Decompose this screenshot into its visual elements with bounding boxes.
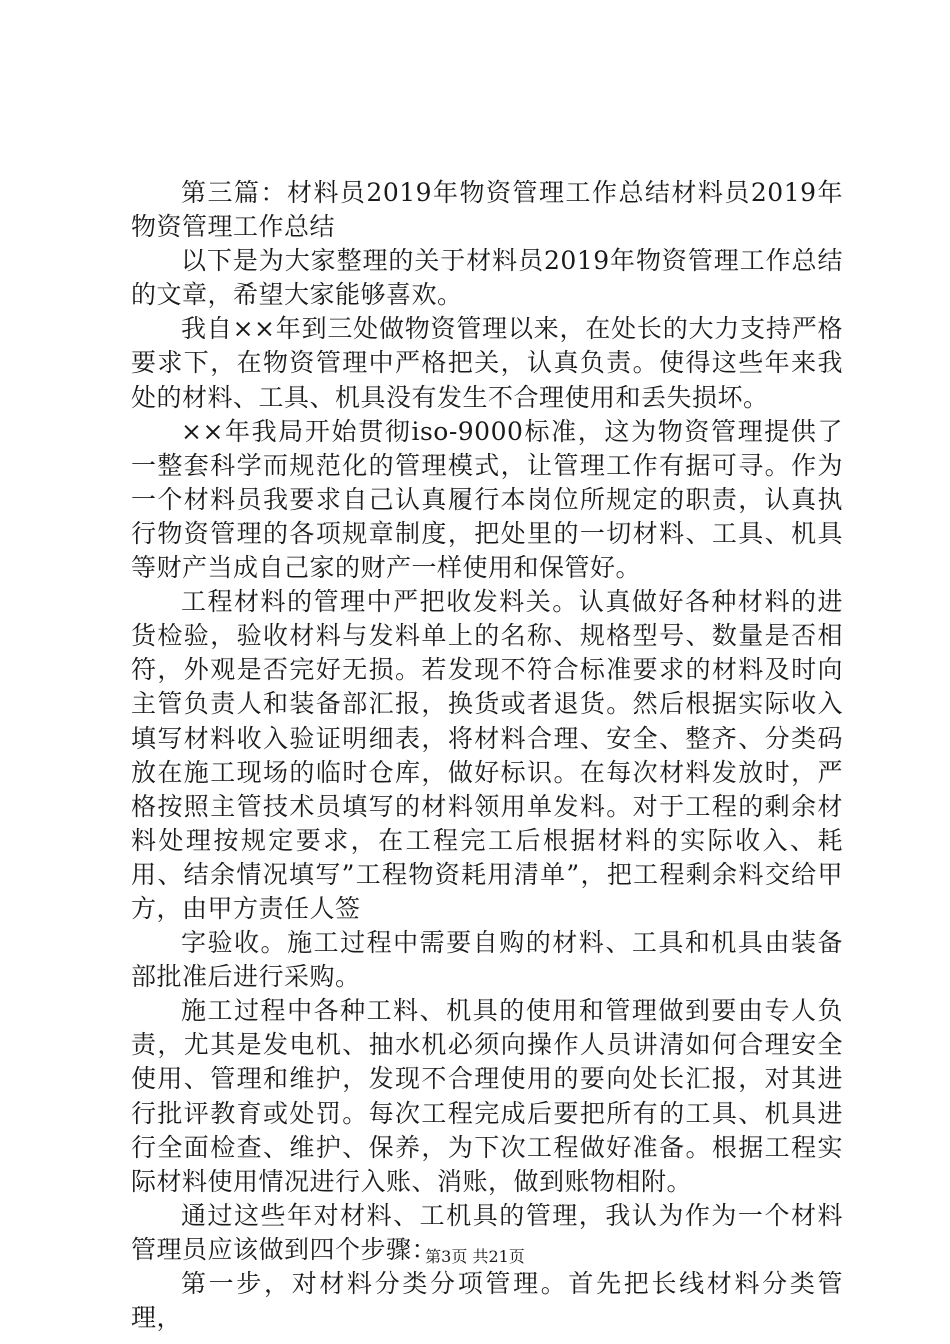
- paragraph-8: 通过这些年对材料、工机具的管理，我认为作为一个材料管理员应该做到四个步骤：: [131, 1200, 843, 1264]
- paragraph-intro: 以下是为大家整理的关于材料员2019年物资管理工作总结的文章，希望大家能够喜欢。: [131, 246, 843, 310]
- paragraph-4: ××年我局开始贯彻iso-9000标准，这为物资管理提供了一整套科学而规范化的管理模式，让管理工作有据可寻。作为一个材料员我要求自己认真履行本岗位所规定的职责，认真执行物资管理的各项规章制度，把处里的一切材料、工具、机具等财产当成自己家的财产一样使用和保管好。: [131, 416, 843, 583]
- page-number-footer: 第3页 共21页: [425, 1247, 525, 1266]
- paragraph-9: 第一步，对材料分类分项管理。首先把长线材料分类管理，: [131, 1269, 843, 1333]
- paragraph-3: 我自××年到三处做物资管理以来，在处长的大力支持严格要求下，在物资管理中严格把关，认真负责。使得这些年来我处的材料、工具、机具没有发生不合理使用和丢失损坏。: [131, 314, 843, 412]
- document-body: [131, 176, 843, 1335]
- paragraph-7: 施工过程中各种工料、机具的使用和管理做到要由专人负责，尤其是发电机、抽水机必须向操作人员讲清如何合理安全使用、管理和维护，发现不合理使用的要向处长汇报，对其进行批评教育或处罚。每次工程完成后要把所有的工具、机具进行全面检查、维护、保养，为下次工程做好准备。根据工程实际材料使用情况进行入账、消账，做到账物相附。: [131, 996, 843, 1196]
- paragraph-5: 工程材料的管理中严把收发料关。认真做好各种材料的进货检验，验收材料与发料单上的名称、规格型号、数量是否相符，外观是否完好无损。若发现不符合标准要求的材料及时向主管负责人和装备部汇报，换货或者退货。然后根据实际收入填写材料收入验证明细表，将材料合理、安全、整齐、分类码放在施工现场的临时仓库，做好标识。在每次材料发放时，严格按照主管技术员填写的材料领用单发料。对于工程的剩余材料处理按规定要求，在工程完工后根据材料的实际收入、耗用、结余情况填写”工程物资耗用清单”，把工程剩余料交给甲方，由甲方责任人签: [131, 587, 843, 923]
- paragraph-6: 字验收。施工过程中需要自购的材料、工具和机具由装备部批准后进行采购。: [131, 928, 843, 992]
- paragraph-title: 第三篇：材料员2019年物资管理工作总结材料员2019年物资管理工作总结: [131, 178, 843, 242]
